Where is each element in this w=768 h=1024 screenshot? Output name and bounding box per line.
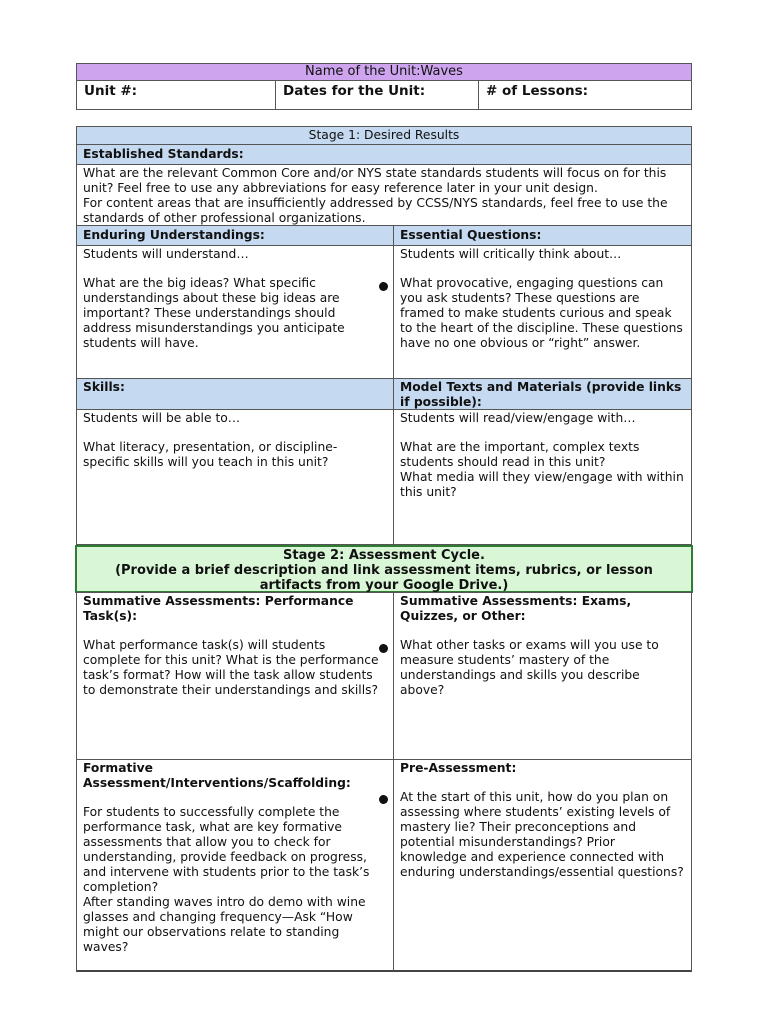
essential-header (393, 225, 692, 246)
model-text-2: What media will they view/engage with within this unit? (400, 470, 684, 499)
unit-name-label: Name of the Unit: (305, 64, 421, 79)
standards-header (76, 144, 692, 165)
pre-assessment-cell (393, 759, 692, 972)
standards-body (76, 164, 692, 226)
skills-label: Skills: (83, 380, 125, 394)
model-body (393, 409, 692, 545)
essential-body (393, 245, 692, 379)
model-intro: Students will read/view/engage with… (400, 411, 636, 425)
skills-text: What literacy, presentation, or discipline-specific skills will you teach in this unit? (83, 440, 338, 469)
unit-dates-cell (275, 80, 479, 110)
summative-performance-cell (76, 592, 394, 760)
summative-exams-cell (393, 592, 692, 760)
unit-number-cell (76, 80, 276, 110)
enduring-text: What are the big ideas? What specific understandings about these big ideas are important? These understandings should address misunderstandings you anticipate students will have. (83, 276, 345, 350)
stage2-title-1: Stage 2: Assessment Cycle. (283, 548, 485, 563)
skills-body (76, 409, 394, 545)
bullet-icon (379, 282, 388, 291)
unit-lessons-cell (478, 80, 692, 110)
essential-text: What provocative, engaging questions can you ask students? These questions are framed to make students curious and speak to the heart of the discipline. These questions have no one obvious or “right” answer. (400, 276, 683, 350)
unit-name-header (76, 63, 692, 81)
pre-assessment-label: Pre-Assessment: (400, 761, 517, 775)
standards-text-1: What are the relevant Common Core and/or NYS state standards students will focus on for this unit? Feel free to use any abbreviations for easy reference later in your unit design. (83, 166, 667, 195)
unit-dates-label: Dates for the Unit: (283, 83, 426, 99)
bullet-icon (379, 795, 388, 804)
summative-performance-text: What performance task(s) will students complete for this unit? What is the performance task’s format? How will the task allow students to demonstrate their understandings and skills? (83, 638, 379, 697)
enduring-header (76, 225, 394, 246)
unit-name-value: Waves (420, 64, 463, 79)
essential-label: Essential Questions: (400, 228, 542, 242)
standards-label: Established Standards: (83, 147, 244, 161)
essential-intro: Students will critically think about… (400, 247, 622, 261)
stage2-title-2: (Provide a brief description and link assessment items, rubrics, or lesson artifacts from your Google Drive.) (115, 563, 653, 593)
unit-number-label: Unit #: (84, 83, 138, 99)
model-text-1: What are the important, complex texts students should read in this unit? (400, 440, 640, 469)
summative-exams-label: Summative Assessments: Exams, Quizzes, or Other: (400, 594, 632, 623)
pre-assessment-text: At the start of this unit, how do you plan on assessing where students’ existing levels of mastery lie? Their preconceptions and potential misunderstandings? Prior knowledge and experience connected with enduring understandings/essential questions? (400, 790, 684, 879)
skills-header (76, 378, 394, 410)
model-label: Model Texts and Materials (provide links if possible): (400, 380, 682, 409)
enduring-body (76, 245, 394, 379)
stage1-header (76, 126, 692, 145)
formative-cell (76, 759, 394, 972)
enduring-intro: Students will understand… (83, 247, 249, 261)
bullet-icon (379, 644, 388, 653)
stage2-header (75, 545, 693, 593)
summative-exams-text: What other tasks or exams will you use to measure students’ mastery of the understandings and skills you describe above? (400, 638, 659, 697)
enduring-label: Enduring Understandings: (83, 228, 265, 242)
model-header (393, 378, 692, 410)
formative-text: For students to successfully complete the performance task, what are key formative assessments that allow you to check for understanding, provide feedback on progress, and intervene with students prior to the task’s completion? (83, 805, 370, 894)
formative-label: Formative Assessment/Interventions/Scaffolding: (83, 761, 351, 790)
standards-text-2: For content areas that are insufficiently addressed by CCSS/NYS standards, feel free to use the standards of other professional organizations. (83, 196, 668, 225)
unit-lessons-label: # of Lessons: (486, 83, 589, 99)
summative-performance-label: Summative Assessments: Performance Task(s): (83, 594, 354, 623)
formative-note: After standing waves intro do demo with wine glasses and changing frequency—Ask “How might our observations relate to standing waves? (83, 895, 366, 954)
skills-intro: Students will be able to… (83, 411, 241, 425)
stage1-title: Stage 1: Desired Results (308, 128, 460, 142)
